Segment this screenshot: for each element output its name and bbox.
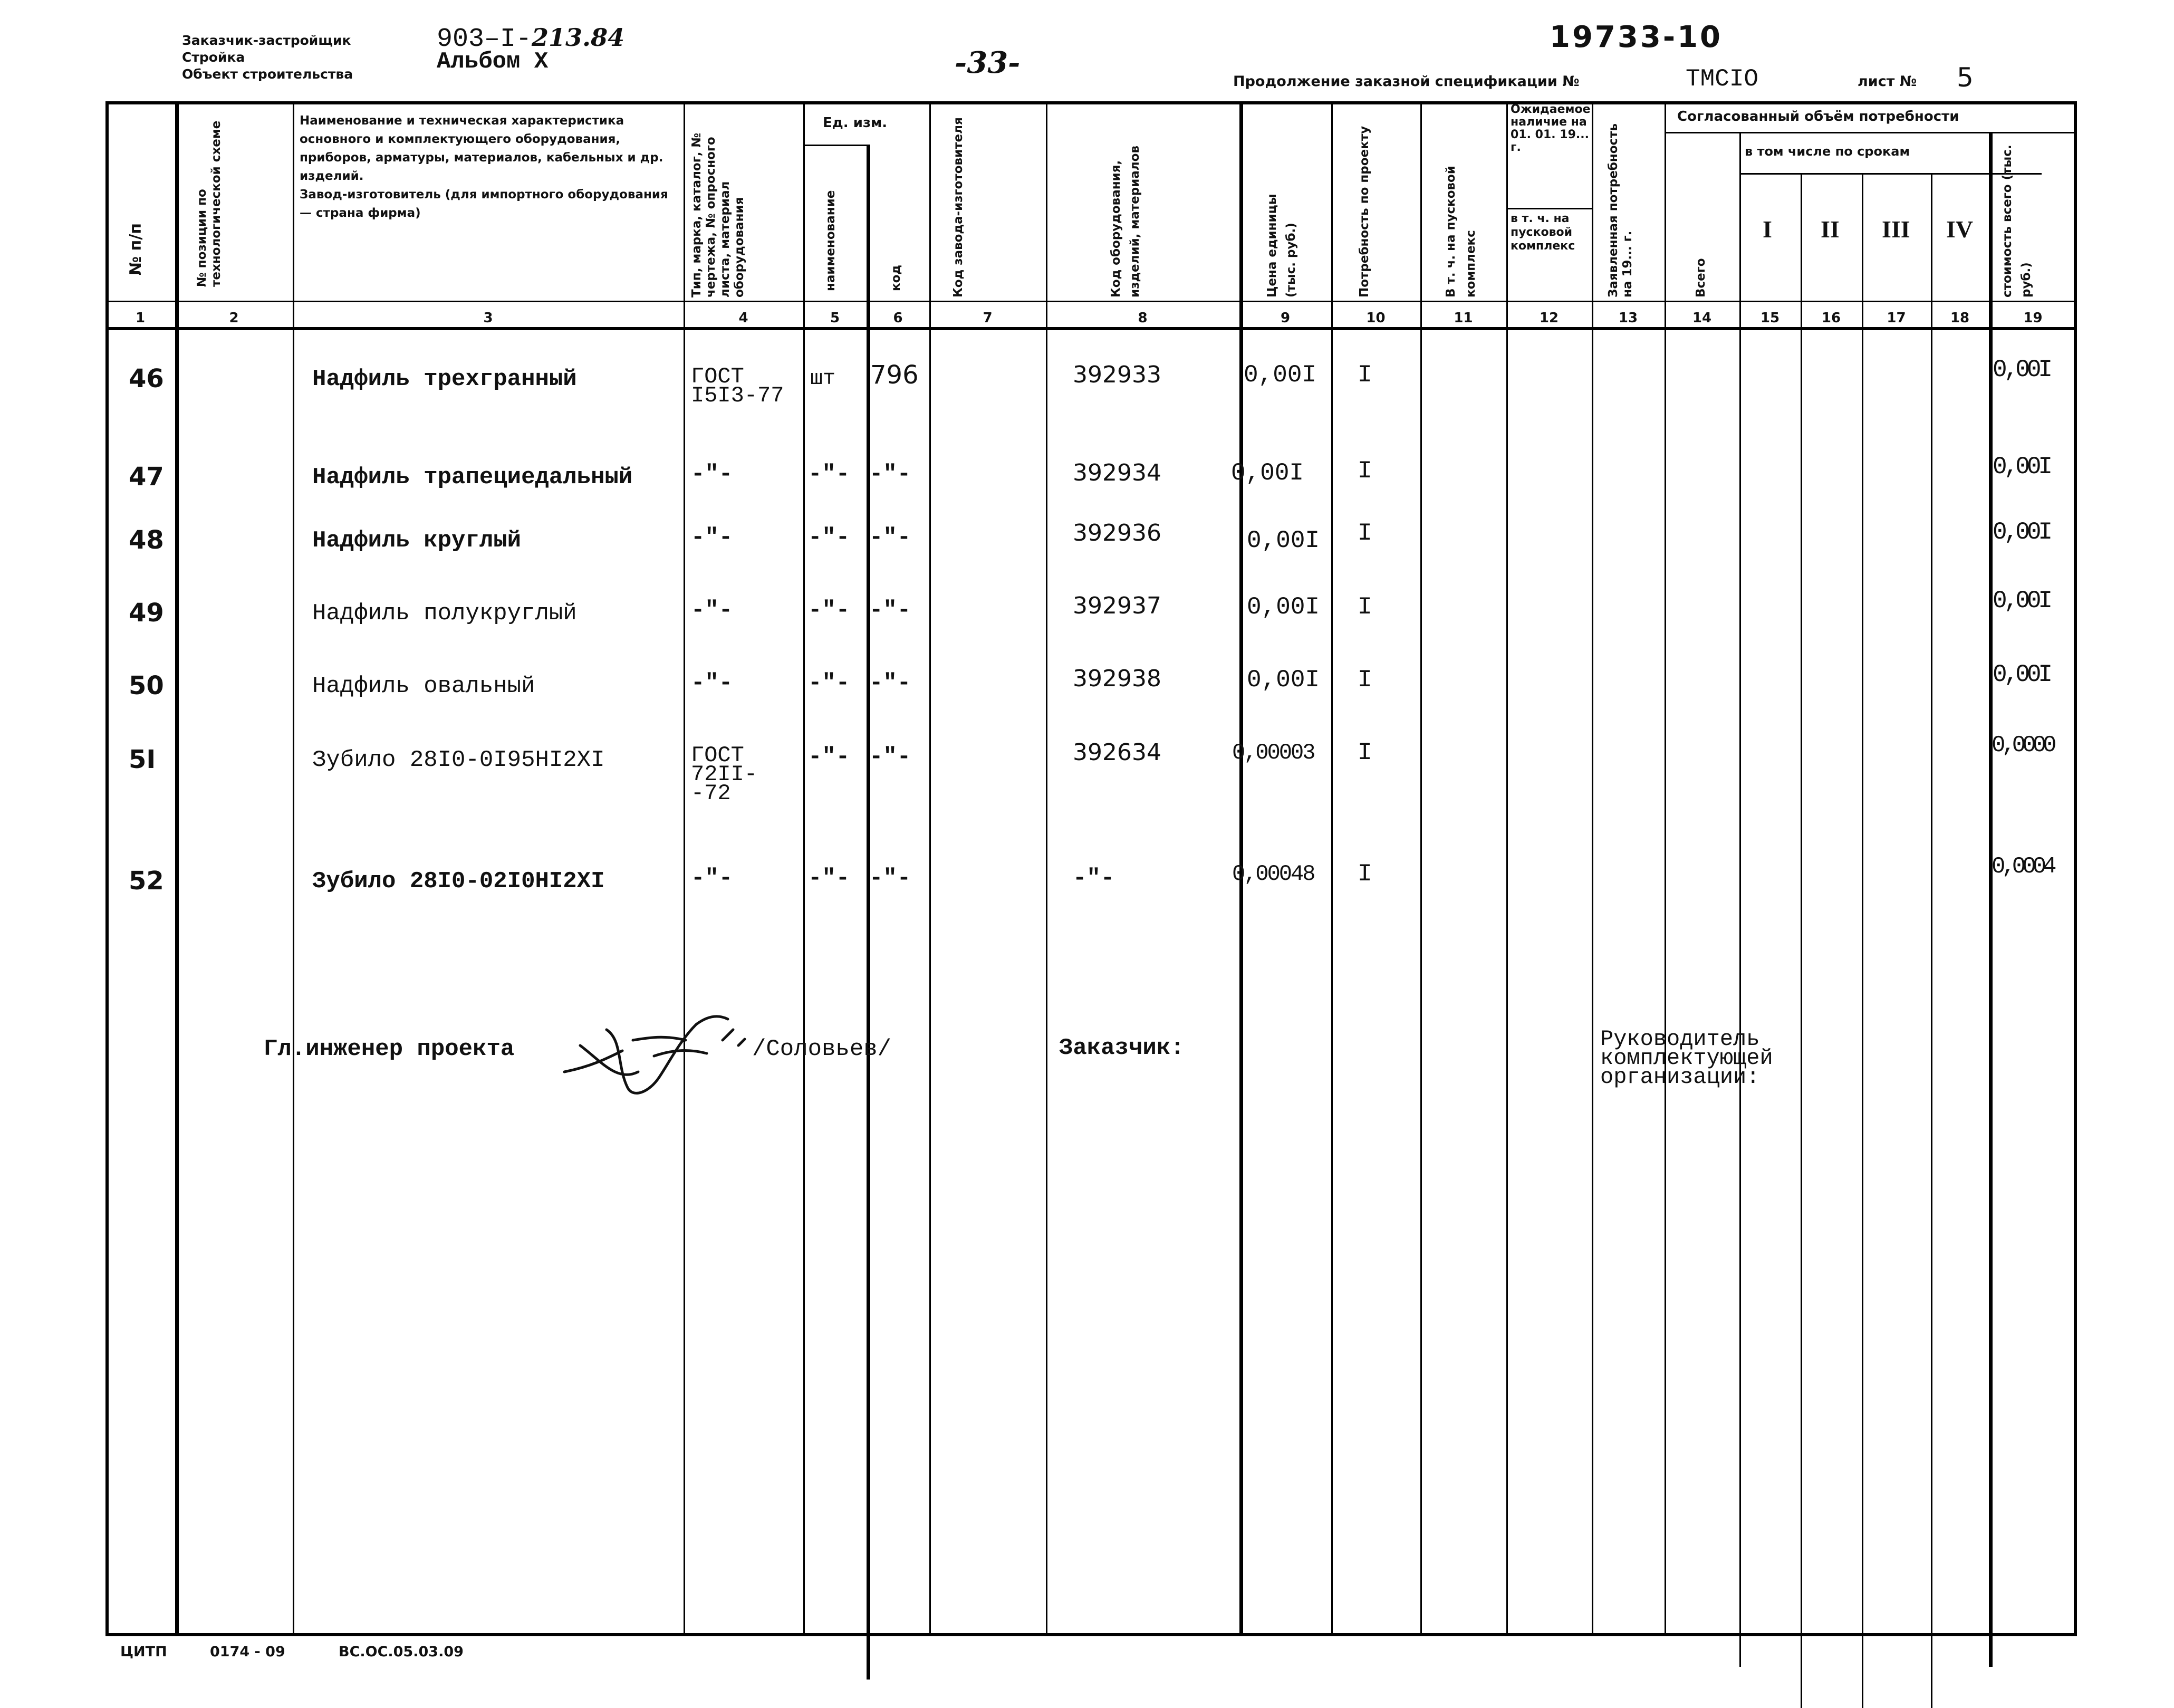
item-unit-code: -"- <box>869 744 911 770</box>
unit-subheader-line <box>803 145 868 146</box>
col-header-terms: в том числе по срокам <box>1745 144 1910 159</box>
customer-signature-label: Заказчик: <box>1059 1035 1185 1061</box>
item-price: 0,00048 <box>1232 861 1314 887</box>
col-header-unit: Ед. изм. <box>823 115 888 131</box>
col-header-2: № позиции по технологической схеме <box>195 120 223 287</box>
item-total: 0,0004 <box>1992 853 2053 880</box>
row-number: 46 <box>129 364 164 394</box>
col-number: 12 <box>1539 310 1559 326</box>
col-header-12b: в т. ч. на пусковой комплекс <box>1511 212 1575 253</box>
doc-number: 19733-10 <box>1550 20 1723 54</box>
col-line <box>175 101 179 1636</box>
item-unit: -"- <box>808 744 850 770</box>
col-number: 17 <box>1887 310 1906 326</box>
item-code: -"- <box>1073 865 1115 891</box>
object-label: Объект строительства <box>182 66 353 82</box>
item-unit-code: -"- <box>869 865 911 891</box>
chief-engineer-label: Гл.инженер проекта <box>264 1036 515 1062</box>
item-qty: I <box>1358 666 1372 694</box>
album-label: Альбом X <box>437 49 549 75</box>
item-unit: шт <box>810 367 836 391</box>
col-line <box>1931 173 1932 1708</box>
item-qty: I <box>1358 593 1372 621</box>
col-line <box>1592 101 1593 1636</box>
item-unit-code: -"- <box>869 670 911 696</box>
col-line <box>1506 101 1508 1636</box>
col-line <box>684 101 685 1636</box>
item-name: Зубило 28I0-0I95HI2XI <box>312 747 605 773</box>
item-qty: I <box>1358 739 1372 766</box>
item-code: 392934 <box>1073 459 1161 486</box>
item-code: 392634 <box>1073 739 1161 766</box>
item-qty: I <box>1358 457 1372 485</box>
col-line <box>803 101 805 1636</box>
item-unit-code: -"- <box>869 461 911 487</box>
expected-subheader-line <box>1506 208 1592 209</box>
col-line <box>1739 132 1741 1667</box>
col-header-17: III <box>1882 216 1910 243</box>
col-header-4: Тип, марка, каталог, № чертежа, № опросного листа, материал оборудования <box>690 132 746 298</box>
specification-table <box>105 101 2077 1636</box>
item-unit-code: 796 <box>870 360 919 390</box>
col-number: 15 <box>1760 310 1780 326</box>
item-type: ГОСТ I5I3-77 <box>691 364 784 408</box>
row-number: 47 <box>129 462 164 492</box>
customer-label: Заказчик-застройщик <box>182 33 351 48</box>
col-number: 7 <box>983 310 993 326</box>
col-header-1: № п/п <box>127 223 145 275</box>
item-total: 0,00I <box>1993 587 2050 615</box>
col-header-agreed: Согласованный объём потребности <box>1677 109 1959 124</box>
item-price: 0,00I <box>1247 666 1320 694</box>
item-total: 0,00I <box>1993 661 2050 688</box>
spec-label: Продолжение заказной спецификации № <box>1233 73 1580 90</box>
col-number: 4 <box>738 310 748 326</box>
col-number: 9 <box>1280 310 1291 326</box>
col-number: 5 <box>830 310 840 326</box>
sheet-number: 5 <box>1957 62 1974 93</box>
item-unit: -"- <box>808 461 850 487</box>
col-line <box>1331 101 1333 1636</box>
row-number: 50 <box>129 671 164 701</box>
col-header-3: Наименование и техническая характеристика основного и комплектующего оборудования, приборов, арматуры, материалов, кабельных и др. изделий. Завод-изготовитель (для импортного оборудования — страна фирма) <box>300 114 668 220</box>
footer-code-1: 0174 - 09 <box>210 1644 285 1660</box>
col-number: 16 <box>1821 310 1841 326</box>
project-code-handwritten: 213.84 <box>532 23 625 52</box>
col-header-9: Цена единицы (тыс. руб.) <box>1265 194 1298 298</box>
col-line <box>1801 173 1802 1708</box>
col-number: 2 <box>229 310 239 326</box>
spec-number: TMCIO <box>1686 65 1759 93</box>
org-head-signature-label: Руководитель комплектующей организации: <box>1600 1026 1773 1090</box>
col-header-18: IV <box>1946 216 1974 243</box>
item-unit: -"- <box>808 865 850 891</box>
col-header-12a: Ожидаемое наличие на 01. 01. 19... г. <box>1511 103 1591 154</box>
handwritten-signature <box>559 1009 770 1109</box>
col-number: 11 <box>1454 310 1473 326</box>
item-name: Зубило 28I0-02I0HI2XI <box>312 868 605 895</box>
col-line <box>1665 101 1666 1636</box>
col-header-6: код <box>889 265 903 291</box>
col-line <box>1862 173 1863 1708</box>
col-line <box>867 145 870 1680</box>
col-header-13: Заявленная потребность на 19... г. <box>1607 123 1634 298</box>
col-line <box>1046 101 1047 1636</box>
sheet-label: лист № <box>1858 73 1917 90</box>
col-header-11: В т. ч. на пусковой комплекс <box>1444 166 1478 298</box>
col-number: 10 <box>1366 310 1386 326</box>
col-line <box>929 101 931 1636</box>
col-header-14: Всего <box>1694 258 1708 298</box>
item-price: 0,00I <box>1231 459 1304 487</box>
item-price: 0,00I <box>1244 361 1317 389</box>
item-type: -"- <box>691 597 733 623</box>
col-line <box>1989 132 1993 1667</box>
col-number: 14 <box>1692 310 1712 326</box>
item-name: Надфиль трехгранный <box>312 366 577 392</box>
col-header-10: Потребность по проекту <box>1358 126 1371 298</box>
terms-subheader-line <box>1739 173 2042 175</box>
item-unit: -"- <box>808 670 850 696</box>
col-line <box>293 101 294 1636</box>
footer-org: ЦИТП <box>120 1644 167 1660</box>
header-divider <box>105 301 2077 302</box>
item-price: 0,00I <box>1247 593 1320 621</box>
page-number: -33- <box>955 45 1021 80</box>
footer-code-2: ВС.ОС.05.03.09 <box>339 1644 464 1660</box>
item-unit: -"- <box>808 597 850 623</box>
col-number: 13 <box>1618 310 1638 326</box>
item-qty: I <box>1358 520 1372 547</box>
col-number: 6 <box>893 310 903 326</box>
item-unit-code: -"- <box>869 524 911 551</box>
row-number: 49 <box>129 598 164 628</box>
col-line <box>1420 101 1422 1636</box>
item-type: -"- <box>691 524 733 551</box>
col-number: 3 <box>483 310 493 326</box>
item-total: 0,00I <box>1993 519 2050 546</box>
item-qty: I <box>1358 860 1372 888</box>
item-code: 392933 <box>1073 361 1161 388</box>
item-price: 0,00003 <box>1232 740 1314 765</box>
row-number: 52 <box>129 866 164 896</box>
item-name: Надфиль полукруглый <box>312 600 577 627</box>
col-number: 18 <box>1950 310 1970 326</box>
item-code: 392937 <box>1073 592 1161 619</box>
item-name: Надфиль трапециедальный <box>312 464 633 491</box>
col-number: 1 <box>135 310 146 326</box>
agreed-subheader-line <box>1665 132 2077 133</box>
col-header-8: Код оборудования, изделий, материалов <box>1109 145 1142 298</box>
item-total: 0,00I <box>1993 453 2050 481</box>
item-code: 392938 <box>1073 665 1161 692</box>
col-header-5: наименование <box>824 190 838 291</box>
item-name: Надфиль овальный <box>312 673 535 699</box>
row-number: 5I <box>129 745 156 774</box>
item-type: -"- <box>691 670 733 696</box>
item-total: 0,0000 <box>1992 732 2053 759</box>
col-number: 19 <box>2023 310 2043 326</box>
col-number: 8 <box>1138 310 1148 326</box>
column-number-divider <box>105 327 2077 330</box>
item-code: 392936 <box>1073 520 1161 546</box>
site-label: Стройка <box>182 50 245 65</box>
col-header-19: стоимость всего (тыс. руб.) <box>2000 145 2033 298</box>
item-unit-code: -"- <box>869 597 911 623</box>
col-header-15: I <box>1763 216 1772 243</box>
item-type: ГОСТ 72II- -72 <box>691 743 758 806</box>
item-type: -"- <box>691 865 733 891</box>
chief-engineer-name: /Соловьев/ <box>752 1036 892 1062</box>
item-name: Надфиль круглый <box>312 527 522 554</box>
item-price: 0,00I <box>1247 527 1320 554</box>
col-header-16: II <box>1821 216 1840 243</box>
item-unit: -"- <box>808 524 850 551</box>
item-type: -"- <box>691 461 733 487</box>
project-code: 903–I-213.84 <box>437 23 625 54</box>
item-qty: I <box>1358 361 1372 389</box>
row-number: 48 <box>129 525 164 555</box>
item-total: 0,00I <box>1993 356 2050 383</box>
col-header-7: Код завода-изготовителя <box>951 117 965 298</box>
